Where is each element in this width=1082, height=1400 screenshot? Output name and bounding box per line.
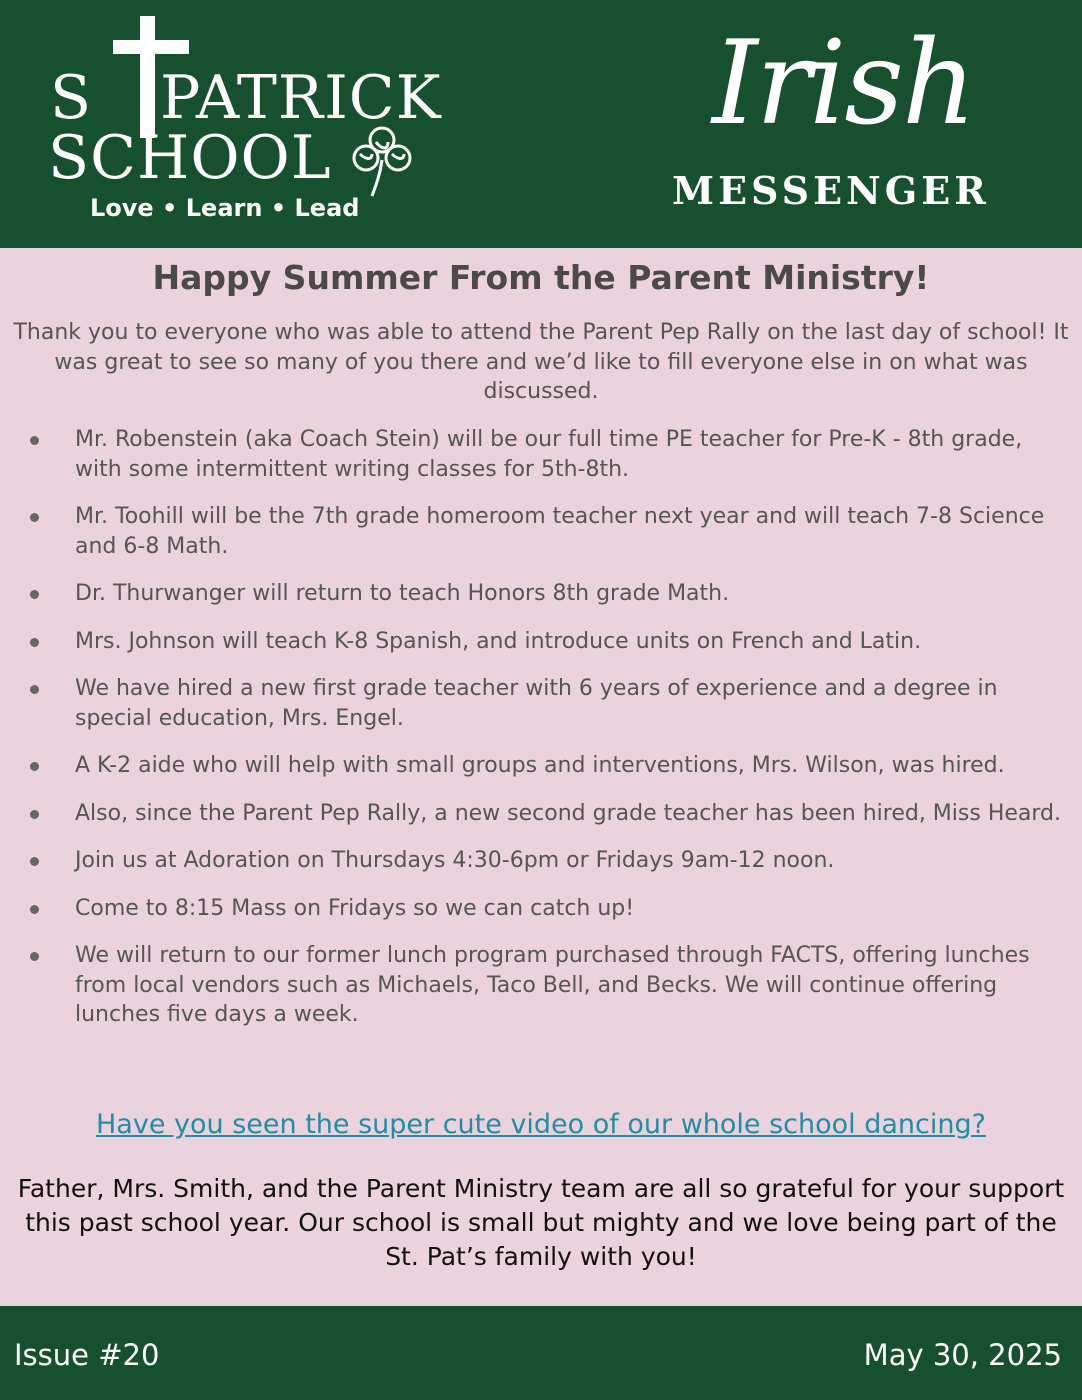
bullet-icon: [30, 905, 39, 914]
list-item: [0, 425, 1082, 484]
list-item: [0, 894, 1082, 924]
cross-icon: [140, 16, 155, 138]
newsletter-footer: [0, 1306, 1082, 1400]
list-item: [0, 502, 1082, 561]
logo-name-patrick: PATRICK: [160, 63, 442, 133]
bullet-icon: [30, 857, 39, 866]
bullet-icon: [30, 436, 39, 445]
logo-name-school: SCHOOL: [48, 123, 332, 193]
list-item: [0, 579, 1082, 609]
closing-paragraph: Father, Mrs. Smith, and the Parent Ministry team are all so grateful for your support this past school year. Our school is small but mighty and we love being part of the St. Pat’s family with you!: [17, 1174, 1065, 1271]
logo-letter-s: S: [50, 63, 93, 133]
issue-date: May 30, 2025: [863, 1338, 1062, 1372]
list-item-text: A K-2 aide who will help with small groups and interventions, Mrs. Wilson, was hired.: [75, 753, 1005, 778]
list-item: [0, 846, 1082, 876]
list-item: [0, 627, 1082, 657]
bullet-icon: [30, 638, 39, 647]
school-logo: [48, 14, 442, 229]
dance-video-link[interactable]: Have you seen the super cute video of our whole school dancing?: [96, 1109, 986, 1140]
list-item-text: Mr. Toohill will be the 7th grade homeroom teacher next year and will teach 7-8 Science and 6-8 Math.: [75, 504, 1045, 559]
issue-number: Issue #20: [14, 1338, 160, 1372]
announcement-list: [0, 425, 1082, 1048]
bullet-icon: [30, 762, 39, 771]
list-item-text: Mr. Robenstein (aka Coach Stein) will be our full time PE teacher for Pre-K - 8th grade, with some intermittent writing classes for 5th-8th.: [75, 427, 1023, 482]
list-item-text: Join us at Adoration on Thursdays 4:30-6pm or Fridays 9am-12 noon.: [75, 848, 835, 873]
list-item-text: We have hired a new first grade teacher with 6 years of experience and a degree in special education, Mrs. Engel.: [75, 676, 998, 731]
bullet-icon: [30, 810, 39, 819]
list-item-text: Come to 8:15 Mass on Fridays so we can catch up!: [75, 895, 635, 921]
intro-paragraph: Thank you to everyone who was able to attend the Parent Pep Rally on the last day of school! It was great to see so many of you there and we’d like to fill everyone else in on what was discussed.: [13, 320, 1069, 404]
bullet-icon: [30, 590, 39, 599]
cross-icon-bar: [113, 40, 189, 54]
list-item-text: Mrs. Johnson will teach K-8 Spanish, and introduce units on French and Latin.: [75, 628, 922, 654]
bullet-icon: [30, 952, 39, 961]
bullet-icon: [30, 513, 39, 522]
list-item-text: Also, since the Parent Pep Rally, a new second grade teacher has been hired, Miss Heard.: [75, 800, 1061, 826]
list-item-text: We will return to our former lunch program purchased through FACTS, offering lunches from local vendors such as Michaels, Taco Bell, and Becks. We will continue offering lunches five days a week.: [75, 943, 1030, 1027]
school-tagline: Love • Learn • Lead: [90, 194, 360, 222]
publication-title-messenger: MESSENGER: [672, 168, 990, 213]
publication-title-script: Irish: [712, 16, 975, 151]
list-item: [0, 799, 1082, 829]
list-item: [0, 941, 1082, 1030]
page-title: Happy Summer From the Parent Ministry!: [152, 258, 930, 297]
list-item: [0, 751, 1082, 781]
shamrock-icon: [346, 120, 418, 200]
list-item: [0, 674, 1082, 733]
newsletter-header: [0, 0, 1082, 248]
bullet-icon: [30, 685, 39, 694]
list-item-text: Dr. Thurwanger will return to teach Honors 8th grade Math.: [75, 581, 730, 606]
